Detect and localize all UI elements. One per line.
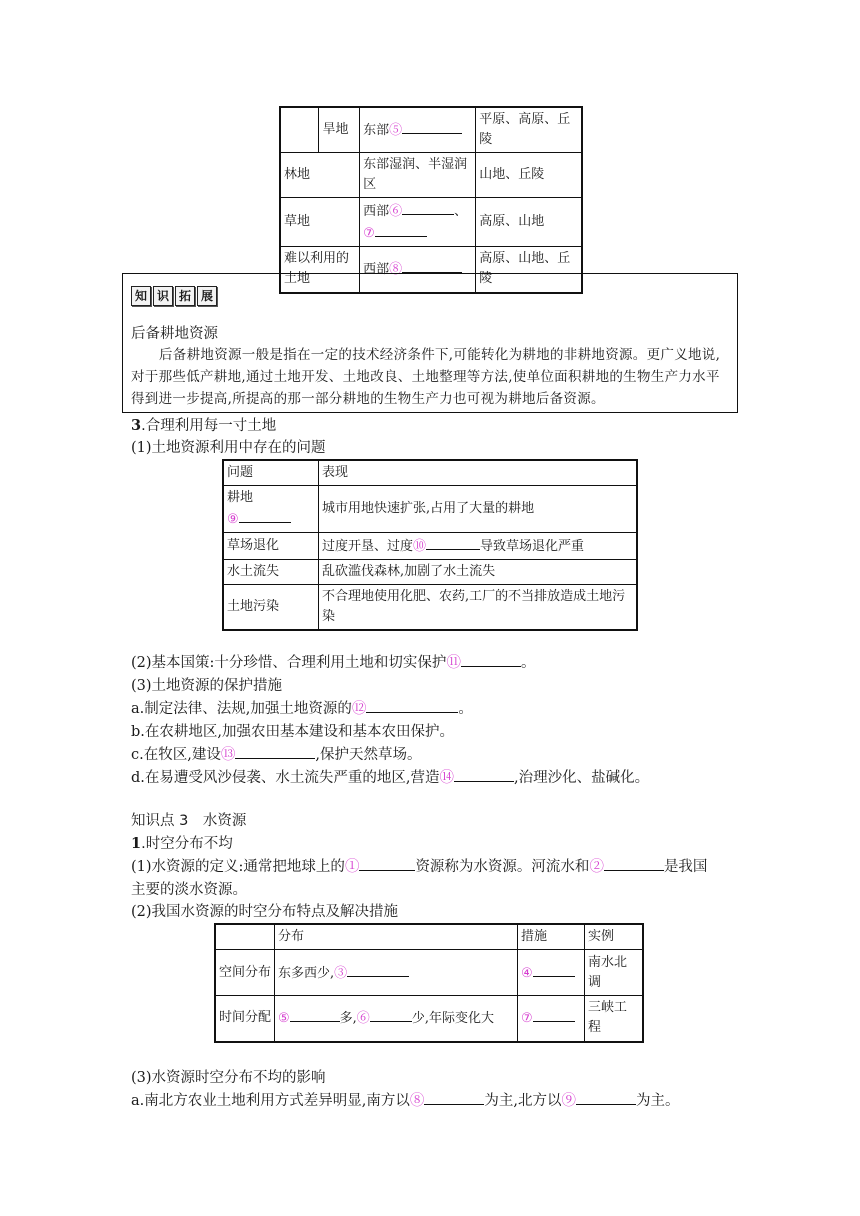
answer-blank[interactable] xyxy=(402,258,462,273)
text: a.南北方农业土地利用方式差异明显,南方以 xyxy=(131,1093,410,1109)
text: a.制定法律、法规,加强土地资源的 xyxy=(131,701,352,717)
table-cell: 乱砍滥伐森林,加剧了水土流失 xyxy=(319,560,638,585)
answer-blank[interactable] xyxy=(347,962,409,977)
table-cell xyxy=(360,107,476,153)
text: c.在牧区,建设 xyxy=(131,747,221,763)
box-title: 后备耕地资源 xyxy=(131,326,218,342)
blank-marker: ⑪ xyxy=(446,655,461,671)
blank-marker: ① xyxy=(344,859,360,875)
text-line: b.在农耕地区,加强农田基本建设和基本农田保护。 xyxy=(131,724,454,740)
answer-blank[interactable] xyxy=(359,856,415,871)
blank-marker: ② xyxy=(589,859,604,875)
text: (2)基本国策:十分珍惜、合理利用土地和切实保护 xyxy=(131,655,447,671)
table-header-row xyxy=(215,924,643,950)
table-cell: 不合理地使用化肥、农药,工厂的不当排放造成土地污染 xyxy=(319,585,638,631)
land-use-table xyxy=(279,106,583,294)
blank-marker: ⑩ xyxy=(413,539,427,554)
land-problem-table xyxy=(222,459,638,631)
text-line xyxy=(131,1090,679,1112)
answer-blank[interactable] xyxy=(402,200,454,215)
heading-number: 3 xyxy=(131,417,142,434)
answer-blank[interactable] xyxy=(375,222,427,237)
subheading: (3)土地资源的保护措施 xyxy=(131,678,283,694)
knowledge-badge xyxy=(131,286,219,306)
text: (1)水资源的定义:通常把地球上的 xyxy=(131,859,345,875)
table-cell xyxy=(280,107,319,153)
answer-blank[interactable] xyxy=(402,119,462,134)
cell-text: 西部 xyxy=(363,204,390,219)
blank-marker: ③ xyxy=(334,965,348,981)
text: d.在易遭受风沙侵袭、水土流失严重的地区,营造 xyxy=(131,770,440,786)
blank-marker: ⑨ xyxy=(561,1093,576,1109)
table-cell: 土地污染 xyxy=(223,585,319,631)
answer-blank[interactable] xyxy=(366,698,458,713)
cell-text: 过度开垦、过度 xyxy=(322,539,414,554)
cell-text: 多, xyxy=(339,1011,357,1027)
blank-marker: ⑨ xyxy=(227,512,239,527)
table-row xyxy=(223,560,637,585)
blank-marker: ⑭ xyxy=(439,770,454,786)
cell-text: 导致草场退化严重 xyxy=(480,539,585,554)
table-row xyxy=(280,198,582,247)
table-header-row xyxy=(223,460,637,486)
text: 为主,北方以 xyxy=(484,1093,562,1109)
text-line xyxy=(131,698,473,720)
blank-marker: ⑧ xyxy=(389,262,403,278)
cell-text: 、 xyxy=(454,204,468,219)
cell-text: 耕地 xyxy=(227,490,254,505)
table-cell xyxy=(518,996,585,1042)
section-heading xyxy=(131,415,276,437)
table-cell: 空间分布 xyxy=(215,950,275,996)
answer-blank[interactable] xyxy=(426,535,480,550)
box-body: 后备耕地资源一般是指在一定的技术经济条件下,可能转化为耕地的非耕地资源。更广义地说,对于那些低产耕地,通过土地开发、土地改良、土地整理等方法,使单位面积耕地的生物生产力水平得到进一步提高,所提高的那一部分耕地的生物生产力也可视为耕地后备资源。 xyxy=(131,347,721,407)
text: 资源称为水资源。河流水和 xyxy=(415,859,590,875)
badge-char: 拓 xyxy=(175,286,195,306)
answer-blank[interactable] xyxy=(370,1007,412,1022)
heading-text: .合理利用每一寸土地 xyxy=(141,418,277,434)
answer-blank[interactable] xyxy=(604,856,664,871)
text: 。 xyxy=(458,701,473,717)
blank-marker: ⑬ xyxy=(220,747,236,763)
table-row xyxy=(223,533,637,560)
subheading: (1)土地资源利用中存在的问题 xyxy=(131,440,326,456)
table-header xyxy=(215,924,275,950)
text: 。 xyxy=(520,655,536,671)
table-header: 实例 xyxy=(585,924,644,950)
blank-marker: ⑥ xyxy=(389,204,403,219)
table-cell xyxy=(223,486,319,533)
answer-blank[interactable] xyxy=(239,508,291,523)
blank-marker: ⑦ xyxy=(363,226,375,241)
table-row xyxy=(215,996,643,1042)
heading-text: .时空分布不均 xyxy=(141,836,233,852)
heading-number: 1 xyxy=(131,835,142,852)
section-heading xyxy=(131,833,233,855)
badge-char: 展 xyxy=(197,286,217,306)
table-row xyxy=(223,486,637,533)
table-header: 措施 xyxy=(518,924,585,950)
table-cell: 草场退化 xyxy=(223,533,319,560)
table-cell xyxy=(275,950,518,996)
text-line xyxy=(131,767,649,789)
table-cell: 三峡工程 xyxy=(585,996,644,1042)
table-cell: 旱地 xyxy=(319,107,360,153)
text: 为主。 xyxy=(635,1093,680,1109)
text-line xyxy=(131,652,535,674)
table-cell xyxy=(275,996,518,1042)
blank-marker: ⑧ xyxy=(409,1093,425,1109)
table-cell: 高原、山地 xyxy=(476,198,582,247)
answer-blank[interactable] xyxy=(576,1090,636,1105)
knowledge-extension-box xyxy=(122,273,738,413)
blank-marker: ⑤ xyxy=(389,123,403,138)
text-line: 主要的淡水资源。 xyxy=(131,882,247,898)
table-cell: 山地、丘陵 xyxy=(476,153,582,198)
blank-marker: ⑥ xyxy=(356,1011,370,1027)
table-row xyxy=(280,153,582,198)
blank-marker: ⑦ xyxy=(521,1011,533,1027)
table-row xyxy=(223,585,637,631)
table-cell: 难以利用的土地 xyxy=(280,247,360,293)
water-distribution-table xyxy=(214,923,644,1043)
table-cell: 城市用地快速扩张,占用了大量的耕地 xyxy=(319,486,638,533)
blank-marker: ④ xyxy=(521,965,533,981)
badge-char: 识 xyxy=(153,286,173,306)
badge-char: 知 xyxy=(131,286,151,306)
answer-blank[interactable] xyxy=(454,767,514,782)
table-cell: 平原、高原、丘陵 xyxy=(476,107,582,153)
cell-text: 东多西少, xyxy=(278,965,335,981)
table-cell: 东部湿润、半湿润区 xyxy=(360,153,476,198)
subheading: (2)我国水资源的时空分布特点及解决措施 xyxy=(131,904,399,920)
blank-marker: ⑤ xyxy=(278,1011,290,1027)
answer-blank[interactable] xyxy=(235,744,315,759)
table-cell: 高原、山地、丘陵 xyxy=(476,247,582,293)
blank-marker: ⑫ xyxy=(351,701,367,717)
table-header: 分布 xyxy=(275,924,518,950)
cell-text: 西部 xyxy=(363,262,390,278)
table-header: 问题 xyxy=(223,460,319,486)
table-header: 表现 xyxy=(319,460,638,486)
table-cell xyxy=(319,533,638,560)
text-line xyxy=(131,856,707,878)
table-row xyxy=(215,950,643,996)
cell-text: 少,年际变化大 xyxy=(411,1011,494,1027)
answer-blank[interactable] xyxy=(533,1007,575,1022)
text: ,保护天然草场。 xyxy=(315,747,422,763)
table-cell: 水土流失 xyxy=(223,560,319,585)
answer-blank[interactable] xyxy=(424,1090,484,1105)
subheading: (3)水资源时空分布不均的影响 xyxy=(131,1070,326,1086)
text: ,治理沙化、盐碱化。 xyxy=(514,770,650,786)
cell-text: 东部 xyxy=(363,123,390,138)
table-cell: 南水北调 xyxy=(585,950,644,996)
knowledge-point-title: 知识点 3 水资源 xyxy=(131,813,247,829)
text-line xyxy=(131,744,421,766)
table-cell xyxy=(518,950,585,996)
table-cell: 林地 xyxy=(280,153,360,198)
answer-blank[interactable] xyxy=(533,962,575,977)
text: 是我国 xyxy=(663,859,708,875)
table-row xyxy=(280,107,582,153)
table-cell: 草地 xyxy=(280,198,360,247)
table-cell xyxy=(360,198,476,247)
answer-blank[interactable] xyxy=(461,652,521,667)
answer-blank[interactable] xyxy=(290,1007,340,1022)
table-cell: 时间分配 xyxy=(215,996,275,1042)
